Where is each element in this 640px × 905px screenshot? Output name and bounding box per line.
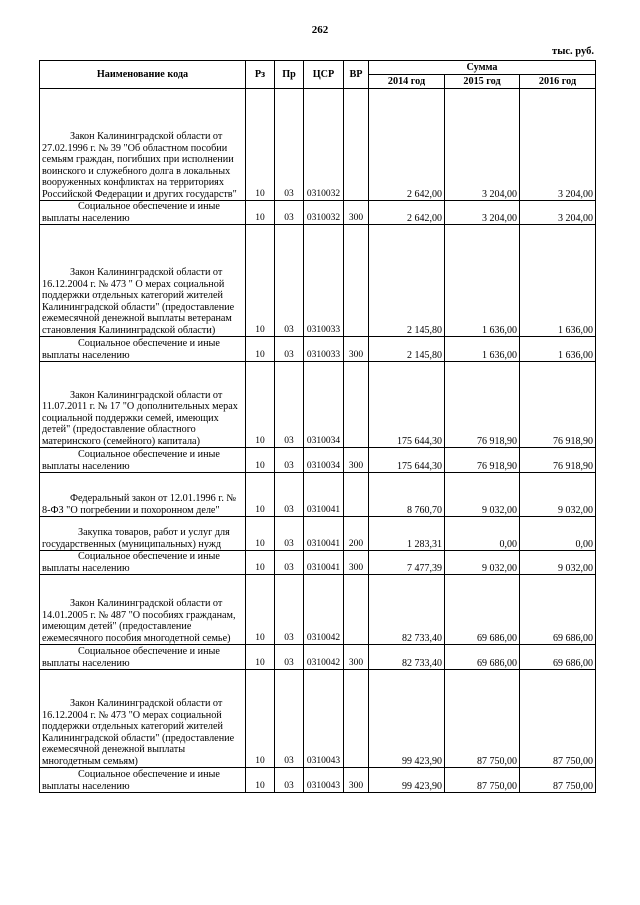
header-pr: Пр bbox=[275, 61, 304, 89]
pr-cell: 03 bbox=[275, 551, 304, 575]
row-label: Закупка товаров, работ и услуг для государственных (муниципальных) нужд bbox=[42, 527, 230, 550]
table-row bbox=[40, 473, 596, 517]
amount-2014-cell: 7 477,39 bbox=[369, 551, 445, 575]
name-cell bbox=[40, 517, 246, 551]
csr-cell: 0310041 bbox=[304, 517, 344, 551]
amount-2015-cell: 69 686,00 bbox=[445, 575, 520, 645]
vr-cell: 300 bbox=[344, 768, 369, 793]
csr-cell: 0310034 bbox=[304, 448, 344, 473]
name-cell bbox=[40, 201, 246, 225]
rz-cell: 10 bbox=[246, 551, 275, 575]
amount-2016-cell: 9 032,00 bbox=[520, 551, 596, 575]
amount-2014-cell: 2 145,80 bbox=[369, 337, 445, 362]
rz-cell: 10 bbox=[246, 225, 275, 337]
amount-2016-cell: 76 918,90 bbox=[520, 362, 596, 448]
header-name: Наименование кода bbox=[40, 61, 246, 89]
row-label: Федеральный закон от 12.01.1996 г. № 8-ФЗ "О погребении и похоронном деле" bbox=[42, 493, 237, 516]
header-2016: 2016 год bbox=[520, 75, 596, 89]
name-cell bbox=[40, 645, 246, 670]
amount-2014-cell: 99 423,90 bbox=[369, 670, 445, 768]
header-2014: 2014 год bbox=[369, 75, 445, 89]
pr-cell: 03 bbox=[275, 448, 304, 473]
row-label: Социальное обеспечение и иные выплаты населению bbox=[42, 338, 220, 361]
amount-2015-cell: 76 918,90 bbox=[445, 448, 520, 473]
row-label: Закон Калининградской области от 16.12.2004 г. № 473 "О мерах социальной поддержки отдельных категорий жителей Калининградской области" (предоставление ежемесячной денежной выплаты многодетным семьям) bbox=[42, 698, 235, 767]
name-cell bbox=[40, 768, 246, 793]
vr-cell: 300 bbox=[344, 201, 369, 225]
name-cell bbox=[40, 448, 246, 473]
pr-cell: 03 bbox=[275, 517, 304, 551]
table-row bbox=[40, 201, 596, 225]
table-row bbox=[40, 517, 596, 551]
row-label: Закон Калининградской области от 14.01.2005 г. № 487 "О пособиях гражданам, имеющим детей" (предоставление ежемесячного пособия многодетной семье) bbox=[42, 598, 236, 644]
pr-cell: 03 bbox=[275, 670, 304, 768]
table-row bbox=[40, 575, 596, 645]
amount-2014-cell: 175 644,30 bbox=[369, 362, 445, 448]
amount-2016-cell: 1 636,00 bbox=[520, 225, 596, 337]
header-vr: ВР bbox=[344, 61, 369, 89]
amount-2015-cell: 87 750,00 bbox=[445, 768, 520, 793]
csr-cell: 0310034 bbox=[304, 362, 344, 448]
amount-2016-cell: 87 750,00 bbox=[520, 670, 596, 768]
name-cell bbox=[40, 89, 246, 201]
name-cell bbox=[40, 575, 246, 645]
vr-cell bbox=[344, 670, 369, 768]
amount-2016-cell: 0,00 bbox=[520, 517, 596, 551]
pr-cell: 03 bbox=[275, 575, 304, 645]
rz-cell: 10 bbox=[246, 517, 275, 551]
rz-cell: 10 bbox=[246, 575, 275, 645]
header-2015: 2015 год bbox=[445, 75, 520, 89]
pr-cell: 03 bbox=[275, 89, 304, 201]
amount-2015-cell: 1 636,00 bbox=[445, 337, 520, 362]
row-label: Социальное обеспечение и иные выплаты населению bbox=[42, 551, 220, 574]
pr-cell: 03 bbox=[275, 362, 304, 448]
amount-2015-cell: 9 032,00 bbox=[445, 473, 520, 517]
csr-cell: 0310033 bbox=[304, 225, 344, 337]
amount-2016-cell: 69 686,00 bbox=[520, 645, 596, 670]
amount-2014-cell: 1 283,31 bbox=[369, 517, 445, 551]
table-row bbox=[40, 448, 596, 473]
name-cell bbox=[40, 362, 246, 448]
header-rz: Рз bbox=[246, 61, 275, 89]
amount-2014-cell: 82 733,40 bbox=[369, 575, 445, 645]
row-label: Закон Калининградской области от 11.07.2011 г. № 17 "О дополнительных мерах социальной поддержки семей, имеющих детей" (предоставление областного материнского (семейного) капитала) bbox=[42, 389, 238, 447]
vr-cell: 300 bbox=[344, 448, 369, 473]
units-label: тыс. руб. bbox=[552, 46, 594, 57]
amount-2014-cell: 175 644,30 bbox=[369, 448, 445, 473]
name-cell bbox=[40, 337, 246, 362]
vr-cell bbox=[344, 225, 369, 337]
vr-cell bbox=[344, 575, 369, 645]
amount-2015-cell: 76 918,90 bbox=[445, 362, 520, 448]
name-cell bbox=[40, 225, 246, 337]
csr-cell: 0310032 bbox=[304, 201, 344, 225]
amount-2016-cell: 87 750,00 bbox=[520, 768, 596, 793]
vr-cell bbox=[344, 89, 369, 201]
table-body bbox=[40, 89, 596, 793]
header-csr: ЦСР bbox=[304, 61, 344, 89]
budget-table bbox=[39, 60, 596, 793]
amount-2015-cell: 0,00 bbox=[445, 517, 520, 551]
pr-cell: 03 bbox=[275, 473, 304, 517]
amount-2014-cell: 8 760,70 bbox=[369, 473, 445, 517]
header-sum: Сумма bbox=[369, 61, 596, 75]
csr-cell: 0310032 bbox=[304, 89, 344, 201]
amount-2015-cell: 3 204,00 bbox=[445, 89, 520, 201]
pr-cell: 03 bbox=[275, 337, 304, 362]
rz-cell: 10 bbox=[246, 337, 275, 362]
amount-2015-cell: 3 204,00 bbox=[445, 201, 520, 225]
pr-cell: 03 bbox=[275, 645, 304, 670]
pr-cell: 03 bbox=[275, 225, 304, 337]
amount-2014-cell: 2 642,00 bbox=[369, 89, 445, 201]
rz-cell: 10 bbox=[246, 768, 275, 793]
table-row bbox=[40, 337, 596, 362]
name-cell bbox=[40, 551, 246, 575]
amount-2015-cell: 9 032,00 bbox=[445, 551, 520, 575]
amount-2015-cell: 1 636,00 bbox=[445, 225, 520, 337]
table-row bbox=[40, 225, 596, 337]
rz-cell: 10 bbox=[246, 473, 275, 517]
amount-2014-cell: 99 423,90 bbox=[369, 768, 445, 793]
csr-cell: 0310043 bbox=[304, 768, 344, 793]
csr-cell: 0310041 bbox=[304, 473, 344, 517]
amount-2016-cell: 3 204,00 bbox=[520, 201, 596, 225]
vr-cell: 200 bbox=[344, 517, 369, 551]
rz-cell: 10 bbox=[246, 89, 275, 201]
pr-cell: 03 bbox=[275, 201, 304, 225]
row-label: Социальное обеспечение и иные выплаты населению bbox=[42, 201, 220, 224]
csr-cell: 0310033 bbox=[304, 337, 344, 362]
vr-cell: 300 bbox=[344, 551, 369, 575]
row-label: Закон Калининградской области от 16.12.2004 г. № 473 " О мерах социальной поддержки отдельных категорий жителей Калининградской области" (предоставление ежемесячной денежной выплаты ветеранам становления Калининградской области) bbox=[42, 267, 235, 336]
amount-2014-cell: 82 733,40 bbox=[369, 645, 445, 670]
row-label: Социальное обеспечение и иные выплаты населению bbox=[42, 769, 220, 792]
rz-cell: 10 bbox=[246, 448, 275, 473]
amount-2014-cell: 2 145,80 bbox=[369, 225, 445, 337]
rz-cell: 10 bbox=[246, 670, 275, 768]
csr-cell: 0310042 bbox=[304, 575, 344, 645]
name-cell bbox=[40, 473, 246, 517]
row-label: Социальное обеспечение и иные выплаты населению bbox=[42, 646, 220, 669]
name-cell bbox=[40, 670, 246, 768]
table-row bbox=[40, 362, 596, 448]
csr-cell: 0310043 bbox=[304, 670, 344, 768]
amount-2016-cell: 76 918,90 bbox=[520, 448, 596, 473]
amount-2016-cell: 1 636,00 bbox=[520, 337, 596, 362]
amount-2015-cell: 69 686,00 bbox=[445, 645, 520, 670]
vr-cell: 300 bbox=[344, 337, 369, 362]
row-label: Социальное обеспечение и иные выплаты населению bbox=[42, 449, 220, 472]
amount-2015-cell: 87 750,00 bbox=[445, 670, 520, 768]
amount-2014-cell: 2 642,00 bbox=[369, 201, 445, 225]
vr-cell bbox=[344, 473, 369, 517]
amount-2016-cell: 69 686,00 bbox=[520, 575, 596, 645]
table-row bbox=[40, 645, 596, 670]
csr-cell: 0310041 bbox=[304, 551, 344, 575]
pr-cell: 03 bbox=[275, 768, 304, 793]
rz-cell: 10 bbox=[246, 201, 275, 225]
csr-cell: 0310042 bbox=[304, 645, 344, 670]
rz-cell: 10 bbox=[246, 362, 275, 448]
page-number: 262 bbox=[311, 24, 329, 36]
amount-2016-cell: 3 204,00 bbox=[520, 89, 596, 201]
table-row bbox=[40, 89, 596, 201]
rz-cell: 10 bbox=[246, 645, 275, 670]
row-label: Закон Калининградской области от 27.02.1996 г. № 39 "Об областном пособии семьям граждан, погибших при исполнении воинского и служебного долга в локальных вооруженных конфликтах на территориях Российской Федерации и других государств" bbox=[42, 131, 237, 200]
vr-cell: 300 bbox=[344, 645, 369, 670]
vr-cell bbox=[344, 362, 369, 448]
table-row bbox=[40, 670, 596, 768]
amount-2016-cell: 9 032,00 bbox=[520, 473, 596, 517]
table-row bbox=[40, 551, 596, 575]
table-row bbox=[40, 768, 596, 793]
